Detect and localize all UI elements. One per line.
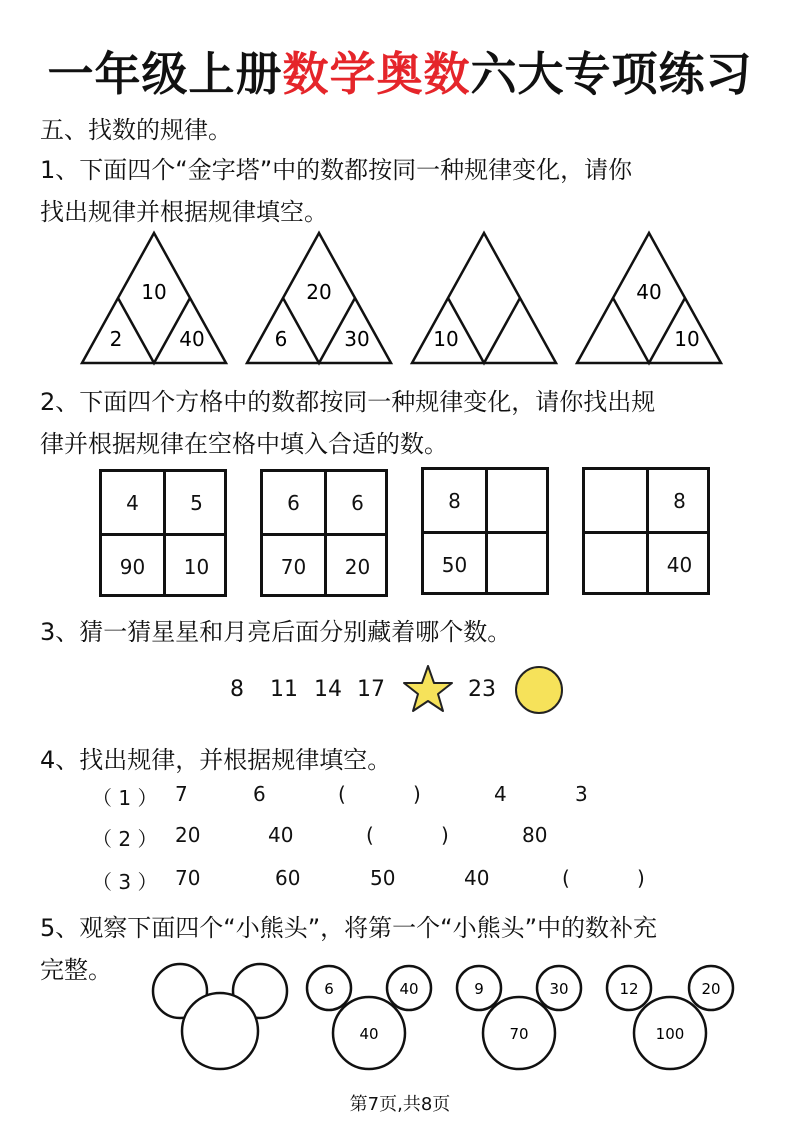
pyramid-3 [412,233,556,363]
q3-text: 3、猜一猜星星和月亮后面分别藏着哪个数。 [40,618,512,646]
pyramid-1-top: 10 [141,280,167,304]
grid-3-cell-tl: 8 [448,488,461,513]
q4-row-2-item: 80 [522,823,548,847]
bear-head-3 [457,966,581,1069]
bear-4-ear-left: 12 [619,980,639,998]
grid-3-cell-br[interactable] [488,534,549,595]
q4-row-2-item: 20 [175,823,201,847]
number-grid-3 [421,467,549,595]
sequence-number: 17 [357,677,385,702]
grid-4-cell-tr: 8 [673,488,686,513]
q1-text-line1: 1、下面四个“金字塔”中的数都按同一种规律变化，请你 [40,156,633,184]
grid-1-cell-br: 10 [183,554,210,579]
grid-1-cell-tl: 4 [126,490,139,515]
number-grid-2 [260,469,388,597]
pyramid-2-right: 30 [344,327,370,351]
bear-2-ear-right: 40 [399,980,419,998]
q4-row-2-blank-open: ( [366,823,374,847]
bear-head-1 [153,964,287,1069]
q4-row-3-blank-open: ( [562,866,570,890]
pyramid-1-right: 40 [179,327,205,351]
section-heading: 五、找数的规律。 [40,116,232,144]
sequence-number: 14 [314,677,342,702]
q4-row-1-item: 3 [575,782,588,806]
pyramid-4-top: 40 [636,280,662,304]
bear-head-4 [607,966,733,1069]
pyramid-4-right: 10 [674,327,700,351]
pyramid-2 [247,233,391,363]
q4-row-3-item: 40 [464,866,490,890]
q4-row-3-item: 60 [275,866,301,890]
bear-2-head: 40 [359,1025,379,1043]
pyramid-3-left: 10 [433,327,459,351]
bear-3-ear-right: 30 [549,980,569,998]
q4-row-3-label: （ 3 ） [92,870,158,894]
q4-row-2-item: 40 [268,823,294,847]
page-number: 第7页,共8页 [349,1094,451,1115]
grid-1-cell-bl: 90 [119,554,146,579]
page-title: 一年级上册数学奥数六大专项练习 [47,47,753,101]
q4-row-2-label: （ 2 ） [92,827,158,851]
q1-text-line2: 找出规律并根据规律填空。 [40,198,328,226]
q5-text-line2: 完整。 [40,956,112,984]
pyramid-1 [82,233,226,363]
sequence-number: 11 [270,677,298,702]
pyramid-2-top: 20 [306,280,332,304]
bear-4-head: 100 [655,1025,685,1043]
grid-3-cell-tr[interactable] [488,470,549,531]
q4-row-1-blank-open: ( [338,782,346,806]
sequence-number: 23 [468,677,496,702]
q4-row-1-item: 6 [253,782,266,806]
grid-2-cell-br: 20 [344,554,371,579]
moon-icon [513,664,565,716]
sequence-number: 8 [230,677,244,702]
pyramid-1-left: 2 [109,327,123,351]
bear-3-ear-left: 9 [474,980,484,998]
bear-4-ear-right: 20 [701,980,721,998]
q2-text-line1: 2、下面四个方格中的数都按同一种规律变化，请你找出规 [40,388,656,416]
grid-3-cell-bl: 50 [441,552,468,577]
grid-4-cell-br: 40 [666,552,693,577]
q4-row-1-item: 7 [175,782,188,806]
pyramid-2-left: 6 [274,327,288,351]
bear-3-head: 70 [509,1025,529,1043]
q4-row-3-blank-close: ) [637,866,645,890]
q5-text-line1: 5、观察下面四个“小熊头”，将第一个“小熊头”中的数补充 [40,914,658,942]
q4-row-3-item: 70 [175,866,201,890]
q2-text-line2: 律并根据规律在空格中填入合适的数。 [40,430,448,458]
q4-text: 4、找出规律，并根据规律填空。 [40,746,392,774]
q4-row-3-item: 50 [370,866,396,890]
bear-2-ear-left: 6 [324,980,334,998]
grid-4-cell-bl[interactable] [585,534,646,595]
number-grid-4 [582,467,710,595]
star-icon [402,664,454,714]
pyramid-figures [0,225,800,370]
q4-row-1-blank-close: ) [413,782,421,806]
bear-head-2 [307,966,431,1069]
grid-4-cell-tl[interactable] [585,470,646,531]
pyramid-4 [577,233,721,363]
grid-2-cell-bl: 70 [280,554,307,579]
bear-heads [0,955,800,1080]
q4-row-1-label: （ 1 ） [92,786,158,810]
grid-1-cell-tr: 5 [190,490,203,515]
q4-row-2-blank-close: ) [441,823,449,847]
number-grid-1 [99,469,227,597]
q4-row-1-item: 4 [494,782,507,806]
grid-2-cell-tr: 6 [351,490,364,515]
grid-2-cell-tl: 6 [287,490,300,515]
